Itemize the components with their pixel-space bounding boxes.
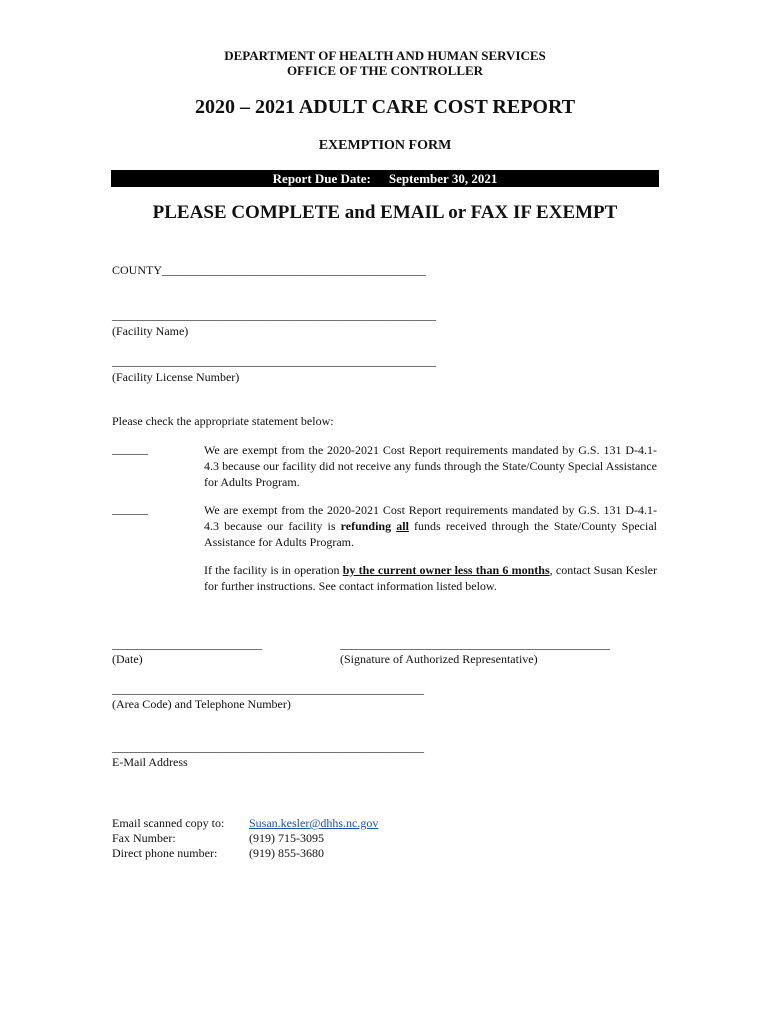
report-title: 2020 – 2021 ADULT CARE COST REPORT xyxy=(194,96,576,118)
option2-all-emphasis: all xyxy=(396,519,409,533)
date-input-line[interactable]: _________________________ xyxy=(112,637,262,651)
due-date-bar xyxy=(111,170,659,187)
county-field[interactable] xyxy=(112,263,426,278)
county-input-line[interactable]: ____________________________________________ xyxy=(162,263,426,277)
signature-input-line[interactable]: _____________________________________________ xyxy=(340,637,610,651)
fax-number: (919) 715-3095 xyxy=(249,831,324,845)
instruction-headline: PLEASE COMPLETE and EMAIL or FAX IF EXEMPT xyxy=(152,202,618,223)
note-emphasis: by the current owner less than 6 months xyxy=(342,563,550,577)
note-text-start: If the facility is in operation xyxy=(204,563,343,577)
option1-check-line[interactable]: ______ xyxy=(112,442,148,456)
department-heading xyxy=(0,48,770,78)
signature-label: (Signature of Authorized Representative) xyxy=(340,652,538,666)
license-number-label: (Facility License Number) xyxy=(112,370,240,384)
telephone-input-line[interactable]: ____________________________________________________ xyxy=(112,682,424,696)
county-label: COUNTY xyxy=(112,263,162,277)
option1-statement: We are exempt from the 2020-2021 Cost Report requirements mandated by G.S. 131 D-4.1-4.3 because our facility did not receive any funds through the State/County Special Assistance for Adults Program. xyxy=(204,443,657,489)
new-owner-note xyxy=(204,562,657,594)
option2-refunding-emphasis: refunding xyxy=(340,519,392,533)
direct-phone-number: (919) 855-3680 xyxy=(249,846,324,860)
office-name: OFFICE OF THE CONTROLLER xyxy=(286,63,484,78)
option2-statement xyxy=(204,502,657,550)
option2-text-start: We are exempt from the 2020-2021 Cost Report requirements mandated by G.S. 131 D-4.1-4.3 because our facility is xyxy=(204,503,657,533)
note-text-end: , contact Susan Kesler for further instructions. See contact information listed below. xyxy=(204,563,657,593)
date-label: (Date) xyxy=(112,652,143,666)
direct-phone-label: Direct phone number: xyxy=(112,846,218,860)
check-instruction: Please check the appropriate statement below: xyxy=(112,414,334,428)
license-number-input-line[interactable]: ______________________________________________________ xyxy=(112,354,436,368)
contact-email-link-wrap[interactable] xyxy=(249,816,378,831)
contact-email-link[interactable]: Susan.kesler@dhhs.nc.gov xyxy=(249,816,379,830)
due-date-value: September 30, 2021 xyxy=(388,171,498,186)
department-name: DEPARTMENT OF HEALTH AND HUMAN SERVICES xyxy=(224,48,546,63)
email-input-line[interactable]: ____________________________________________________ xyxy=(112,740,424,754)
telephone-label: (Area Code) and Telephone Number) xyxy=(112,697,291,711)
facility-name-label: (Facility Name) xyxy=(112,324,189,338)
option2-text-end: funds received through the State/County Special Assistance for Adults Program. xyxy=(204,519,658,549)
contact-email-label: Email scanned copy to: xyxy=(112,816,225,830)
due-date-label: Report Due Date: xyxy=(272,171,371,186)
fax-label: Fax Number: xyxy=(112,831,176,845)
option2-check-line[interactable]: ______ xyxy=(112,502,148,516)
email-label: E-Mail Address xyxy=(112,755,188,769)
form-subtitle: EXEMPTION FORM xyxy=(318,138,452,153)
facility-name-input-line[interactable]: ______________________________________________________ xyxy=(112,308,436,322)
